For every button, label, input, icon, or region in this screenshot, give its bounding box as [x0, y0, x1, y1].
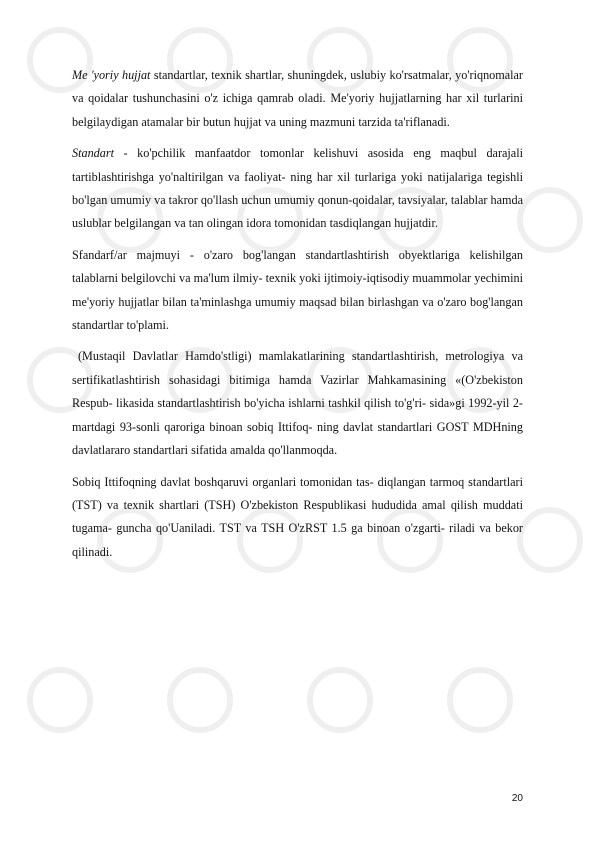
paragraph-text: Sfandarf/ar majmuyi - o'zaro bog'langan standartlashtirish obyektlariga kelishilgan talablarni belgilovchi va ma'lum ilmiy- texnik yoki ijtimoiy-iqtisodiy muammolar yechimini me'yoriy hujjatlar bilan ta'minlashga umumiy maqsad bilan birlashgan va o'zaro bog'langan standartlar to'plami. [72, 247, 523, 333]
paragraph-meyoriy-hujjat [72, 64, 523, 134]
paragraph-standartlar-majmuyi [72, 244, 523, 338]
paragraph-text: (Mustaqil Davlatlar Hamdo'stligi) mamlakatlarining standartlashtirish, metrologiya va sertifikatlashtirish sohasidagi bitimiga hamda Vazirlar Mahkamasining «(O'zbekiston Respub- likasida standartlashtirish bo'yicha ishlarni tashkil qilish to'g'ri- sida»gi 1992-yil 2-martdagi 93-sonli qaroriga binoan sobiq Ittifoq- ning davlat standartlari GOST MDHning davlatlararo standartlari sifatida amalda qo'llanmoqda. [72, 349, 523, 458]
paragraph-text: standartlar, texnik shartlar, shuningdek, uslubiy ko'rsatmalar, yo'riqnomalar va qoidalar tushunchasini o'z ichiga qamrab oladi. Me'yoriy hujjatlarning har xil turlarini belgilaydigan atamalar bir butun hujjat va uning mazmuni tarzida ta'riflanadi. [72, 68, 523, 129]
paragraph-text: Sobiq Ittifoqning davlat boshqaruvi organlari tomonidan tas- diqlangan tarmoq standartlari (TST) va texnik shartlari (TSH) O'zbekiston Respublikasi hududida amal qilish muddati tugama- guncha qo'Uaniladi. TST va TSH O'zRST 1.5 ga binoan o'zgarti- riladi va bekor qilinadi. [72, 474, 523, 559]
paragraph-text: - ko'pchilik manfaatdor tomonlar kelishuvi asosida eng maqbul darajali tartiblashtirishga yo'naltirilgan va faoliyat- ning har xil turlariga yoki natijalariga tegishli bo'lgan umumiy va takror qo'llash uchun umumiy qonun-qoidalar, tavsiyalar, talablar hamda uslublar belgilangan va tan olingan idora tomonidan tasdiqlangan hujjatdir. [72, 146, 523, 231]
document-body [72, 64, 523, 572]
paragraph-sobiq-ittifoq [72, 471, 523, 565]
page-number: 20 [511, 793, 523, 804]
term-meyoriy-hujjat: Me 'yoriy hujjat [72, 68, 151, 82]
paragraph-mdh [72, 345, 523, 462]
paragraph-standart [72, 142, 523, 236]
term-standart: Standart [72, 146, 114, 161]
